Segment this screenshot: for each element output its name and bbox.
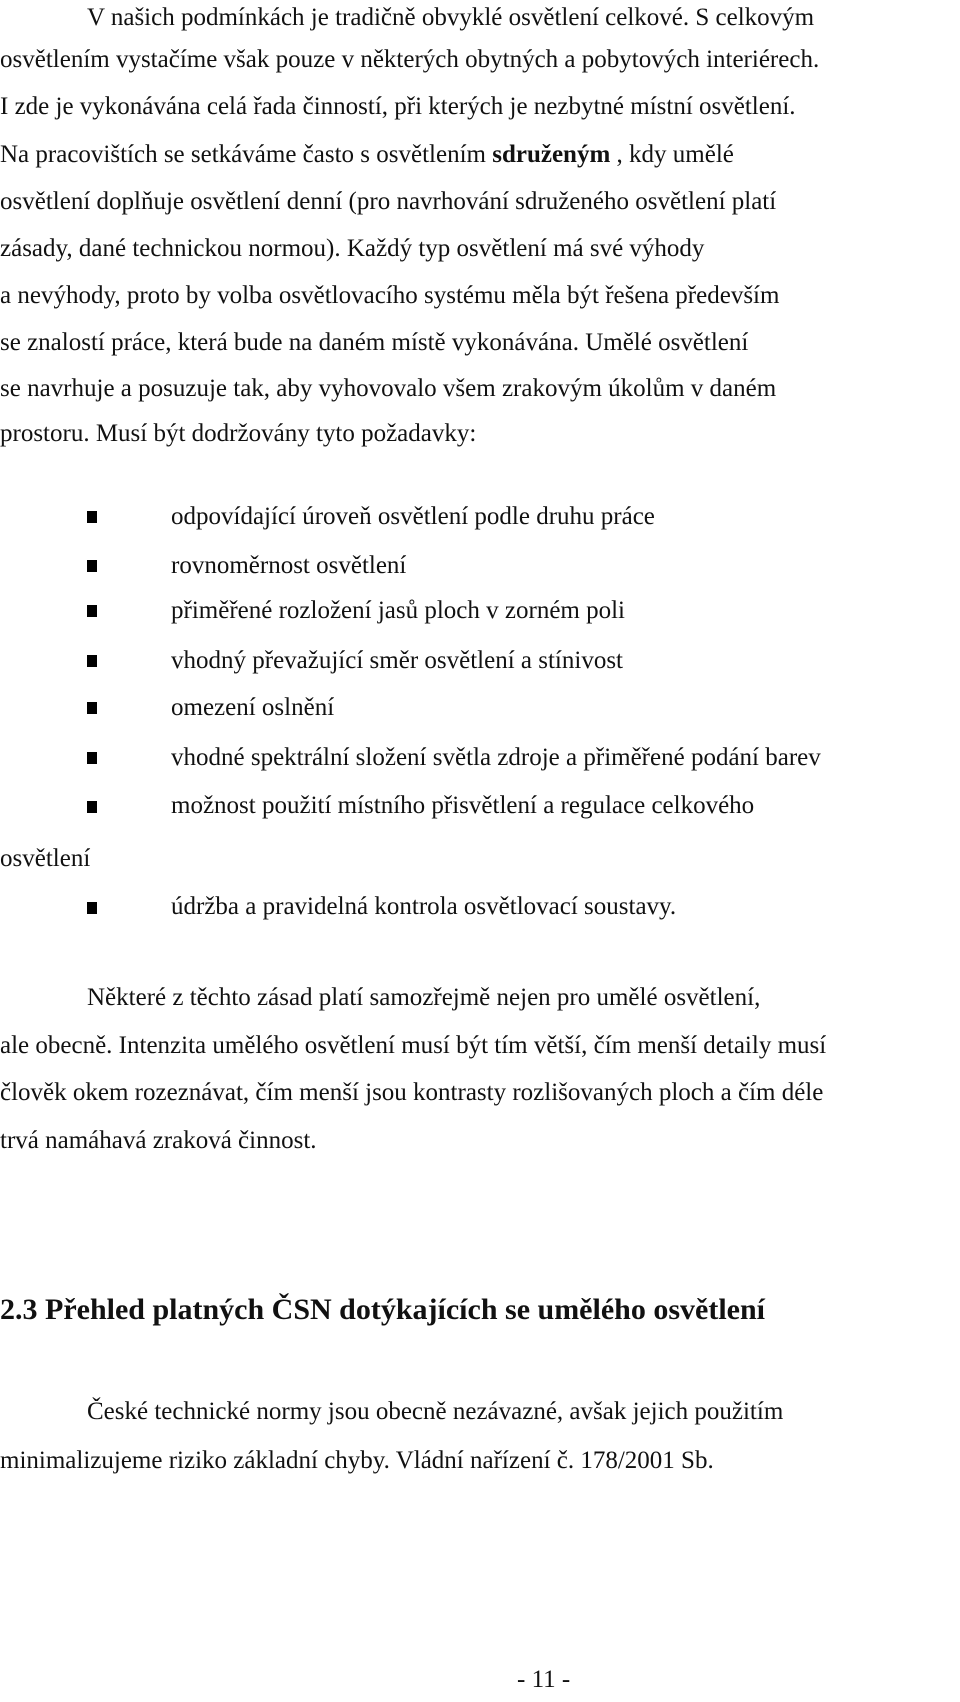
body-text-line: V našich podmínkách je tradičně obvyklé osvětlení celkové. S celkovým — [87, 4, 815, 31]
body-text-line: minimalizujeme riziko základní chyby. Vládní nařízení č. 178/2001 Sb. — [0, 1447, 714, 1474]
body-text-line: člověk okem rozeznávat, čím menší jsou kontrasty rozlišovaných ploch a čím déle — [0, 1079, 824, 1106]
square-bullet-icon — [87, 560, 97, 572]
list-item-continuation: osvětlení — [0, 845, 91, 872]
list-item: odpovídající úroveň osvětlení podle druhu práce — [171, 503, 655, 530]
body-text-line: České technické normy jsou obecně nezávazné, avšak jejich použitím — [87, 1398, 784, 1425]
text-run: Na pracovištích se setkáváme často s osvětlením — [0, 141, 493, 168]
square-bullet-icon — [87, 752, 97, 764]
body-text-line: se znalostí práce, která bude na daném místě vykonávána. Umělé osvětlení — [0, 329, 749, 356]
body-text-line — [0, 139, 734, 171]
body-text-line: ale obecně. Intenzita umělého osvětlení musí být tím větší, čím menší detaily musí — [0, 1032, 827, 1059]
body-text-line: a nevýhody, proto by volba osvětlovacího systému měla být řešena především — [0, 282, 780, 309]
body-text-line: zásady, dané technickou normou). Každý typ osvětlení má své výhody — [0, 235, 705, 262]
square-bullet-icon — [87, 605, 97, 617]
square-bullet-icon — [87, 511, 97, 523]
square-bullet-icon — [87, 655, 97, 667]
list-item: možnost použití místního přisvětlení a regulace celkového — [171, 792, 755, 819]
body-text-line: trvá namáhavá zraková činnost. — [0, 1127, 317, 1154]
section-heading: 2.3 Přehled platných ČSN dotýkajících se umělého osvětlení — [0, 1293, 765, 1326]
page-number: - 11 - — [517, 1666, 571, 1693]
body-text-line: I zde je vykonávána celá řada činností, při kterých je nezbytné místní osvětlení. — [0, 93, 796, 120]
body-text-line: se navrhuje a posuzuje tak, aby vyhovovalo všem zrakovým úkolům v daném — [0, 375, 777, 402]
list-item: přiměřené rozložení jasů ploch v zorném poli — [171, 597, 626, 624]
list-item: omezení oslnění — [171, 694, 335, 721]
list-item: rovnoměrnost osvětlení — [171, 552, 407, 579]
body-text-line: prostoru. Musí být dodržovány tyto požadavky: — [0, 420, 477, 447]
body-text-line: Některé z těchto zásad platí samozřejmě nejen pro umělé osvětlení, — [87, 984, 761, 1011]
square-bullet-icon — [87, 702, 97, 714]
list-item: vhodné spektrální složení světla zdroje a přiměřené podání barev — [171, 744, 821, 771]
list-item: údržba a pravidelná kontrola osvětlovací soustavy. — [171, 893, 677, 920]
square-bullet-icon — [87, 902, 97, 914]
square-bullet-icon — [87, 801, 97, 813]
text-run: , kdy umělé — [610, 141, 734, 168]
list-item: vhodný převažující směr osvětlení a stínivost — [171, 647, 623, 674]
bold-term: sdruženým — [492, 141, 611, 168]
body-text-line: osvětlení doplňuje osvětlení denní (pro navrhování sdruženého osvětlení platí — [0, 188, 777, 215]
body-text-line: osvětlením vystačíme však pouze v některých obytných a pobytových interiérech. — [0, 46, 820, 73]
